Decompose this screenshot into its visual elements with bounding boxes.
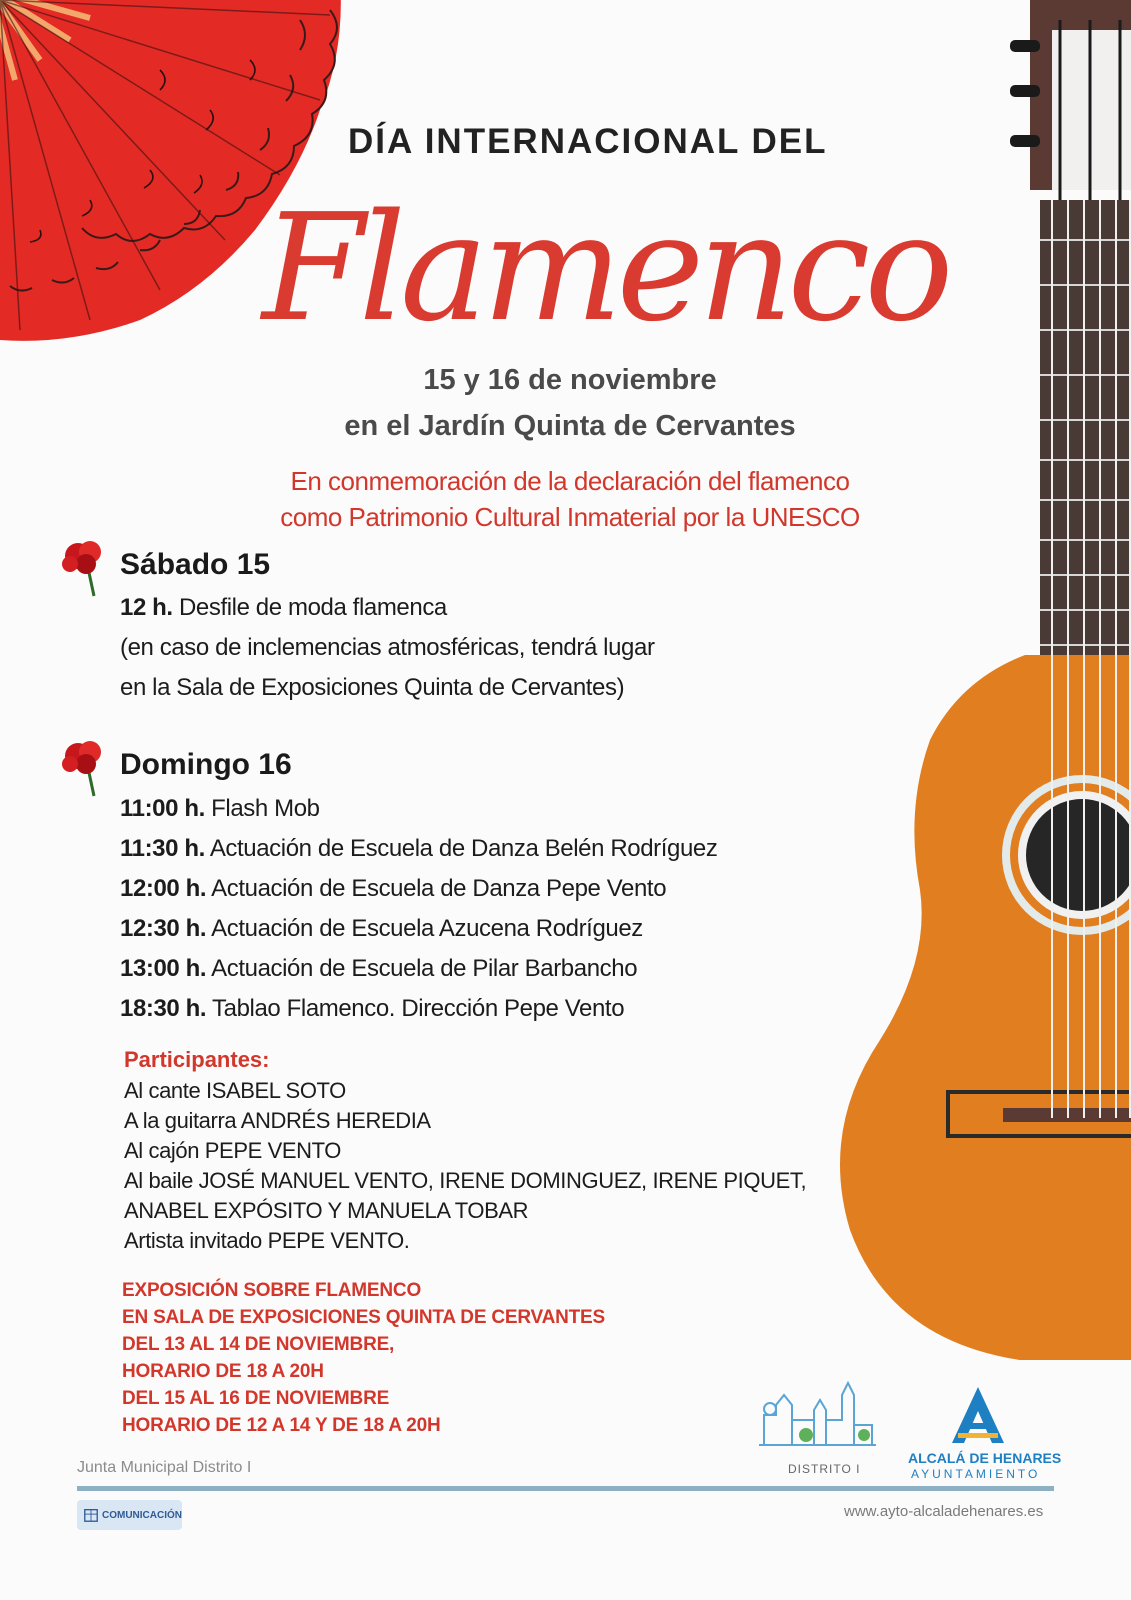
carnation-icon [58,538,110,598]
sunday-item: 11:30 h. Actuación de Escuela de Danza Belén Rodríguez [120,835,718,862]
participants-heading: Participantes: [124,1047,270,1072]
participant-line: Al cajón PEPE VENTO [124,1138,341,1163]
event-place: en el Jardín Quinta de Cervantes [344,410,796,442]
sunday-item: 18:30 h. Tablao Flamenco. Dirección Pepe Vento [120,995,625,1022]
sunday-item: 11:00 h. Flash Mob [120,795,320,822]
saturday-event: 12 h. Desfile de moda flamenca [120,594,447,621]
carnation-icon [58,738,110,798]
sunday-item: 12:00 h. Actuación de Escuela de Danza Pepe Vento [120,875,667,902]
sunday-title: Domingo 16 [120,748,292,781]
exhibition-line: DEL 13 AL 14 DE NOVIEMBRE, [122,1334,395,1355]
sunday-item: 12:30 h. Actuación de Escuela Azucena Rodríguez [120,915,643,942]
footer-divider [77,1486,1054,1491]
pre-title: DÍA INTERNACIONAL DEL [348,122,828,161]
intro-line-1: En conmemoración de la declaración del flamenco [290,466,850,496]
saturday-title: Sábado 15 [120,548,271,581]
exhibition-line: HORARIO DE 12 A 14 Y DE 18 A 20H [122,1415,441,1436]
participant-line: ANABEL EXPÓSITO Y MANUELA TOBAR [124,1198,529,1223]
exhibition-line: DEL 15 AL 16 DE NOVIEMBRE [122,1388,390,1409]
distrito-label: DISTRITO I [788,1462,861,1476]
exhibition-line: HORARIO DE 18 A 20H [122,1361,324,1382]
participant-line: Artista invitado PEPE VENTO. [124,1228,410,1253]
website-link[interactable]: www.ayto-alcaladehenares.es [844,1503,1044,1520]
comunicacion-label: COMUNICACIÓN [102,1509,182,1521]
distrito-skyline-logo [754,1375,884,1455]
ayuntamiento-a-logo [948,1385,1008,1445]
intro-line-2: como Patrimonio Cultural Inmaterial por la UNESCO [280,502,860,532]
comunicacion-logo [77,1500,182,1530]
junta-label: Junta Municipal Distrito I [77,1459,252,1476]
exhibition-line: EN SALA DE EXPOSICIONES QUINTA DE CERVANTES [122,1307,606,1328]
saturday-note-1: (en caso de inclemencias atmosféricas, tendrá lugar [120,634,655,661]
exhibition-line: EXPOSICIÓN SOBRE FLAMENCO [122,1280,422,1301]
event-dates: 15 y 16 de noviembre [423,364,717,396]
sunday-item: 13:00 h. Actuación de Escuela de Pilar Barbancho [120,955,638,982]
saturday-note-2: en la Sala de Exposiciones Quinta de Cervantes) [120,674,625,701]
participant-line: Al cante ISABEL SOTO [124,1078,346,1103]
script-title: Flamenco [262,182,948,354]
participant-line: A la guitarra ANDRÉS HEREDIA [124,1108,431,1133]
city-name: ALCALÁ DE HENARES [908,1450,1062,1466]
participant-line: Al baile JOSÉ MANUEL VENTO, IRENE DOMINGUEZ, IRENE PIQUET, [124,1168,807,1193]
city-subtitle: AYUNTAMIENTO [911,1467,1041,1481]
building-icon [83,1506,99,1524]
